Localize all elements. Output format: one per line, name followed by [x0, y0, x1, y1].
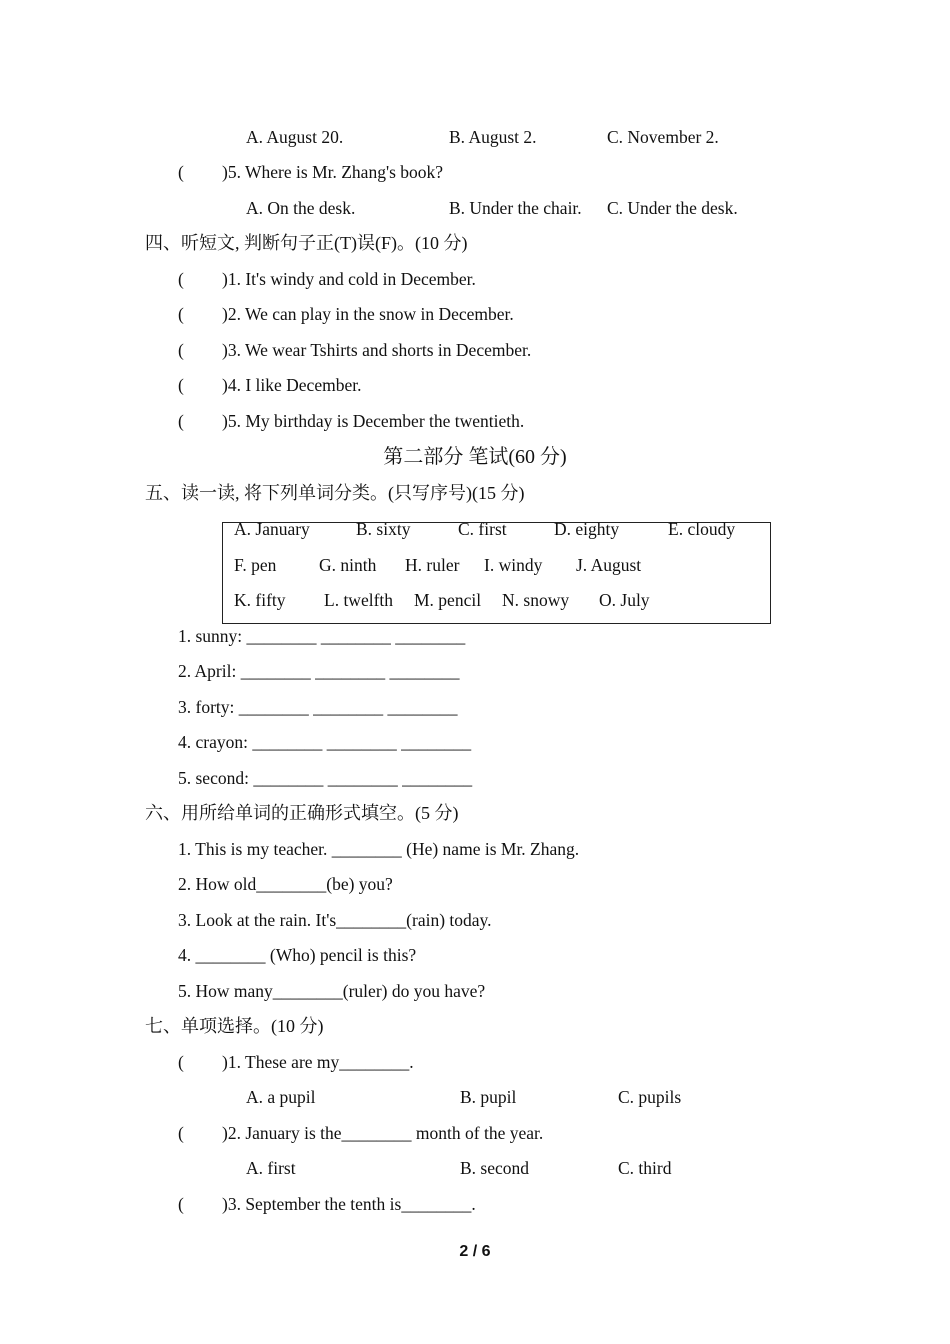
word-i: I. windy — [484, 555, 543, 575]
word-h: H. ruler — [405, 555, 460, 575]
answer-paren: ( — [178, 1052, 184, 1072]
s7-q1-option-c: C. pupils — [618, 1087, 682, 1107]
word-e: E. cloudy — [668, 519, 736, 539]
s5-item-3: 3. forty: ________ ________ ________ — [178, 697, 458, 717]
s4-item-2: )2. We can play in the snow in December. — [222, 304, 514, 324]
answer-paren: ( — [178, 269, 184, 289]
s7-q2-option-a: A. first — [246, 1158, 296, 1178]
word-f: F. pen — [234, 555, 277, 575]
answer-paren: ( — [178, 304, 184, 324]
q5-option-a: A. On the desk. — [246, 198, 356, 218]
answer-paren: ( — [178, 340, 184, 360]
s4-item-1: )1. It's windy and cold in December. — [222, 269, 476, 289]
answer-paren: ( — [178, 162, 184, 182]
q5-option-c: C. Under the desk. — [607, 198, 738, 218]
word-l: L. twelfth — [324, 590, 394, 610]
answer-paren: ( — [178, 375, 184, 395]
s4-item-4: )4. I like December. — [222, 375, 362, 395]
answer-paren: ( — [178, 1194, 184, 1214]
word-o: O. July — [599, 590, 650, 610]
s7-q2: )2. January is the________ month of the year. — [222, 1123, 544, 1143]
s7-q3: )3. September the tenth is________. — [222, 1194, 476, 1214]
section4-heading: 四、听短文, 判断句子正(T)误(F)。(10 分) — [145, 233, 468, 253]
s7-q1: )1. These are my________. — [222, 1052, 414, 1072]
word-b: B. sixty — [356, 519, 411, 539]
word-j: J. August — [576, 555, 642, 575]
s7-q2-option-b: B. second — [460, 1158, 530, 1178]
q4-option-b: B. August 2. — [449, 127, 537, 147]
s5-item-4: 4. crayon: ________ ________ ________ — [178, 732, 472, 752]
page-number: 2 / 6 — [459, 1243, 491, 1260]
s6-item-3: 3. Look at the rain. It's________(rain) today. — [178, 910, 492, 930]
q5-option-b: B. Under the chair. — [449, 198, 582, 218]
section7-heading: 七、单项选择。(10 分) — [145, 1016, 324, 1036]
word-g: G. ninth — [319, 555, 377, 575]
s6-item-1: 1. This is my teacher. ________ (He) name is Mr. Zhang. — [178, 839, 580, 859]
part2-title: 第二部分 笔试(60 分) — [383, 446, 567, 468]
word-a: A. January — [234, 519, 310, 539]
s6-item-4: 4. ________ (Who) pencil is this? — [178, 945, 417, 965]
word-m: M. pencil — [414, 590, 482, 610]
s5-item-2: 2. April: ________ ________ ________ — [178, 661, 460, 681]
s6-item-2: 2. How old________(be) you? — [178, 874, 393, 894]
word-c: C. first — [458, 519, 507, 539]
section5-heading: 五、读一读, 将下列单词分类。(只写序号)(15 分) — [145, 483, 525, 503]
section6-heading: 六、用所给单词的正确形式填空。(5 分) — [145, 803, 459, 823]
answer-paren: ( — [178, 411, 184, 431]
s7-q1-option-b: B. pupil — [460, 1087, 517, 1107]
word-k: K. fifty — [234, 590, 286, 610]
s7-q2-option-c: C. third — [618, 1158, 672, 1178]
s4-item-3: )3. We wear Tshirts and shorts in December. — [222, 340, 532, 360]
s5-item-1: 1. sunny: ________ ________ ________ — [178, 626, 466, 646]
q5-question: )5. Where is Mr. Zhang's book? — [222, 162, 444, 182]
word-n: N. snowy — [502, 590, 570, 610]
answer-paren: ( — [178, 1123, 184, 1143]
q4-option-a: A. August 20. — [246, 127, 344, 147]
s4-item-5: )5. My birthday is December the twentieth. — [222, 411, 525, 431]
word-d: D. eighty — [554, 519, 620, 539]
s7-q1-option-a: A. a pupil — [246, 1087, 316, 1107]
s6-item-5: 5. How many________(ruler) do you have? — [178, 981, 486, 1001]
s5-item-5: 5. second: ________ ________ ________ — [178, 768, 473, 788]
q4-option-c: C. November 2. — [607, 127, 719, 147]
